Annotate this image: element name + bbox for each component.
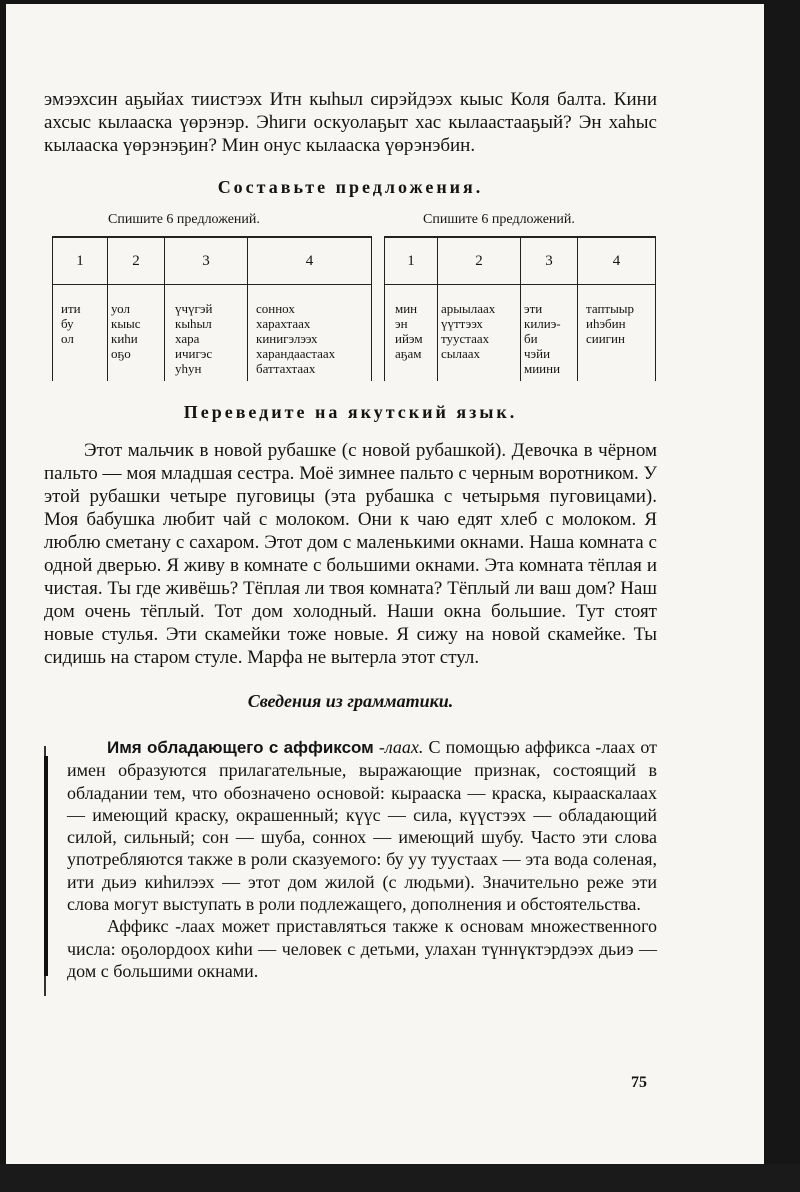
exercise1-title: Составьте предложения. [217,177,484,197]
left-table [52,236,372,381]
exercise2-text: Этот мальчик в новой рубашке (с новой рубашкой). Девочка в чёрном пальто — моя младшая сестра. Моё зимнее пальто с черным воротником. У этой рубашки четыре пуговицы (эта рубашка с четырьмя пуговицами). Моя бабушка любит чай с молоком. Они к чаю едят хлеб с молоком. Я люблю сметану с сахаром. Этот дом с маленькими окнами. Наша комната с одной дверью. Я живу в комнате с большими окнами. Эта комната тёплая и чистая. Ты где живёшь? Тёплая ли твоя комната? Тёплый ли ваш дом? Наш дом очень тёплый. Тот дом холодный. Наши окна большие. Тут стоят новые стулья. Эти скамейки тоже новые. Я сижу на новой скамейке. Ты сидишь на старом стуле. Марфа не вытерла этот стул. [44,440,657,668]
table-header-cell: 4 [578,237,656,285]
left-table-caption: Спишите 6 предложений. [108,212,260,227]
margin-bar [44,756,48,976]
table-row [53,285,372,382]
table-cell: уол кыыс киһи оҕо [108,285,165,382]
table-row [385,285,656,382]
exercise1-captions [44,212,657,234]
grammar-affix: -лаах. [378,737,424,757]
table-header-cell: 2 [438,237,521,285]
table-header-cell: 3 [521,237,578,285]
table-cell: арыылаах үүттээх туустаах сылаах [438,285,521,382]
table-header-cell: 1 [53,237,108,285]
table-header-row [53,237,372,285]
grammar-paragraph-1-text: С помощью аффикса -лаах от имен образуются прилагательные, выражающие признак, состоящий в обладании тем, что обозначено основой: кырааска — краска, кырааскалаах — имеющий краску, окрашенный; күүс — сила, күүстээх — обладающий силой, сильный; сон — шуба, соннох — имеющий шубу. Часто эти слова употребляются также в роли сказуемого: бу уу туустаах — эта вода соленая, ити дьиэ киһилээх — этот дом жилой (с людьми). Значительно реже эти слова могут выступать в роли подлежащего, дополнения и обстоятельства. [67,737,658,915]
grammar-section [44,736,657,982]
table-cell: мин эн ийэм aҕам [385,285,438,382]
grammar-paragraph-2: Аффикс -лаах может приставляться также к основам множественного числа: оҕолордоох киһи — человек с детьми, улахан түннүктэрдээх дьиэ — дом с большими окнами. [67,916,657,981]
table-cell: үчүгэй кыһыл хара ичигэс уһун [165,285,248,382]
table-cell: эти килиэ- би чэйи миини [521,285,578,382]
grammar-term: Имя обладающего с аффиксом [107,738,374,757]
right-table [384,236,656,381]
page-content [44,88,657,982]
right-table-caption: Спишите 6 предложений. [423,212,575,227]
exercise1-tables [44,234,657,394]
grammar-title: Сведения из грамматики. [247,691,454,711]
table-cell: таптыыр иһэбин сиигин [578,285,656,382]
intro-paragraph: эмээхсин аҕыйах тиистээх Итн кыһыл сирэйдээх кыыс Коля балта. Кини ахсыс кылааска үөрэнэр. Эһиги оскуолаҕыт хас кылаастааҕый? Эн хаһыс кылааска үөрэнэҕин? Мин онус кылааска үөрэнэбин. [44,89,657,156]
exercise2-title: Переведите на якутский язык. [183,402,518,422]
table-header-cell: 4 [248,237,372,285]
scan-edge-right [764,0,800,1192]
table-cell: соннох харахтаах кинигэлээх харандаастаах баттахтаах [248,285,372,382]
page-number: 75 [631,1074,647,1091]
table-header-cell: 3 [165,237,248,285]
table-header-cell: 2 [108,237,165,285]
table-header-cell: 1 [385,237,438,285]
table-header-row [385,237,656,285]
scan-edge-bottom [0,1164,800,1192]
table-cell: ити бу ол [53,285,108,382]
grammar-paragraph-1 [67,736,657,915]
